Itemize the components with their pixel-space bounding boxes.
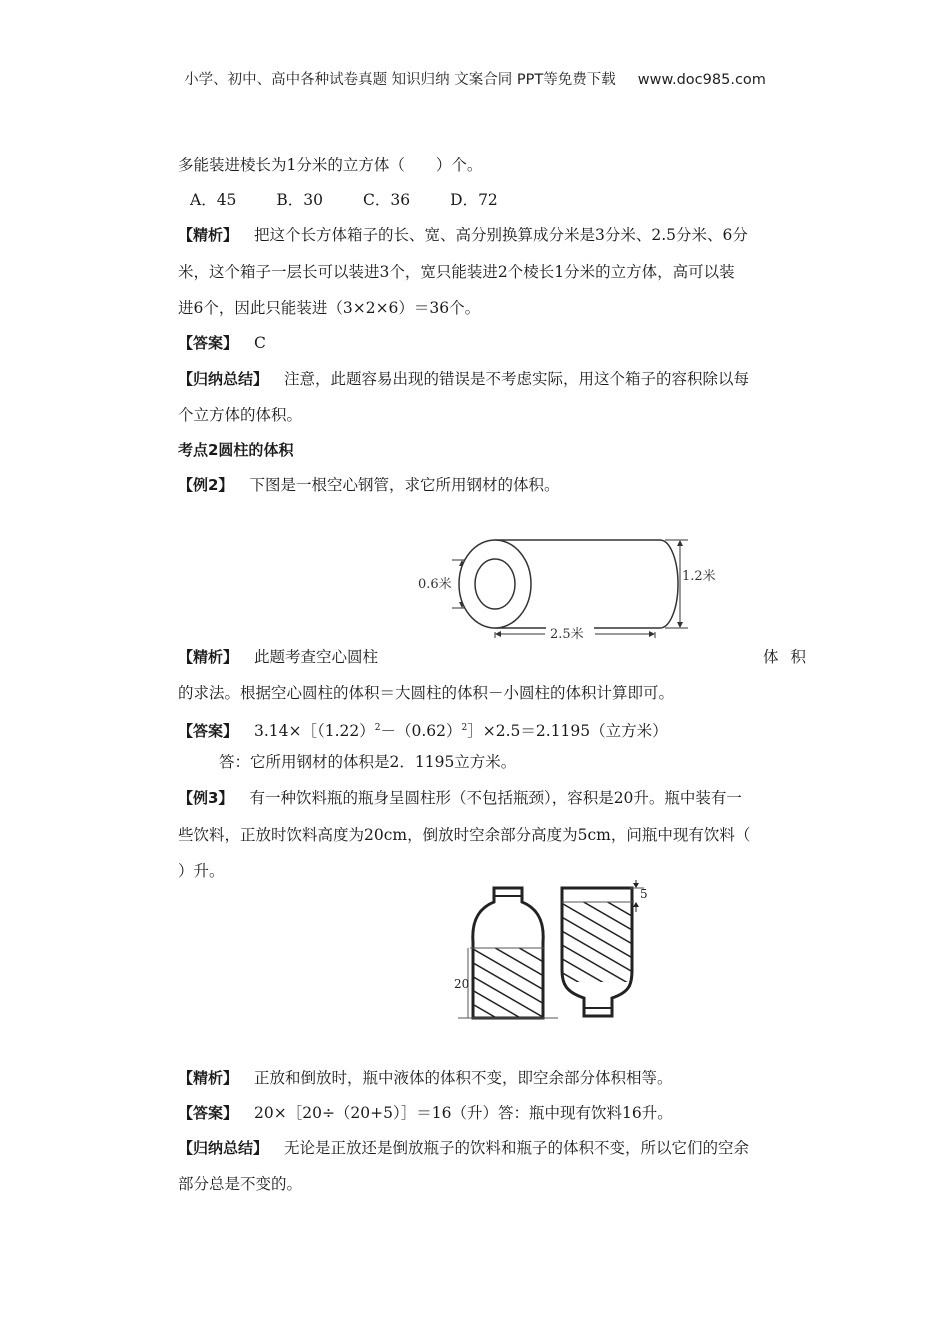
q1-summary-line-1: 【归纳总结】 注意，此题容易出现的错误是不考虑实际，用这个箱子的容积除以每 xyxy=(178,370,750,388)
ex2-answer: 【答案】 $3.14\times[(1.22)^2-(0.62)^2]\times 2.5=2.1195$（立方米） xyxy=(178,722,668,741)
summary-tag: 【归纳总结】 xyxy=(178,1139,269,1157)
bottle-figure xyxy=(448,880,658,1025)
option-a: A．45 xyxy=(190,191,237,209)
q1-stem: 多能装进棱长为1分米的立方体（ ）个。 xyxy=(178,156,483,174)
header-site-link[interactable]: www.doc985.com xyxy=(637,72,766,88)
q1-analysis-line-1: 【精析】 把这个长方体箱子的长、宽、高分别换算成分米是3分米、2.5分米、6分 xyxy=(178,226,748,244)
inverted-gap-label: 5 xyxy=(640,887,648,901)
answer-tag: 【答案】 xyxy=(178,1104,239,1122)
q1-analysis-line-2: 米，这个箱子一层长可以装进3个，宽只能装进2个棱长1分米的立方体，高可以装 xyxy=(178,263,735,281)
q1-options xyxy=(190,190,498,210)
ex3-summary-line-2: 部分总是不变的。 xyxy=(178,1175,303,1193)
example-tag: 【例3】 xyxy=(178,789,234,807)
ex3-answer: 【答案】 20×［20÷（20+5）］＝16（升）答：瓶中现有饮料16升。 xyxy=(178,1104,673,1122)
analysis-tag: 【精析】 xyxy=(178,648,239,666)
option-d: D．72 xyxy=(450,191,498,209)
ex3-analysis: 【精析】 正放和倒放时，瓶中液体的体积不变，即空余部分体积相等。 xyxy=(178,1069,673,1087)
q1-analysis-line-3: 进6个，因此只能装进（3×2×6）＝36个。 xyxy=(178,299,481,317)
ex3-line-3: ）升。 xyxy=(178,862,225,880)
ex3-line-2: 些饮料，正放时饮料高度为20cm，倒放时空余部分高度为5cm，问瓶中现有饮料（ xyxy=(178,826,751,844)
q1-summary-line-2: 个立方体的体积。 xyxy=(178,406,303,424)
hollow-pipe-figure xyxy=(410,528,740,640)
ex2-stem: 【例2】 下图是一根空心钢管，求它所用钢材的体积。 xyxy=(178,476,560,494)
ex2-answer-reply: 答：它所用钢材的体积是2．1195立方米。 xyxy=(219,753,517,771)
inner-diameter-label: 0.6米 xyxy=(418,577,452,592)
upright-height-label: 20 xyxy=(454,977,470,991)
analysis-tag: 【精析】 xyxy=(178,226,239,244)
ex2-analysis-right-word: 体积 xyxy=(763,648,819,666)
ex3-summary-line-1: 【归纳总结】 无论是正放还是倒放瓶子的饮料和瓶子的体积不变，所以它们的空余 xyxy=(178,1139,750,1157)
example-tag: 【例2】 xyxy=(178,476,234,494)
outer-diameter-label: 1.2米 xyxy=(682,569,716,584)
length-label: 2.5米 xyxy=(550,627,584,640)
page-header xyxy=(0,68,950,89)
q1-answer xyxy=(178,333,266,353)
option-c: C．36 xyxy=(363,191,411,209)
ex2-analysis-line-2: 的求法。根据空心圆柱的体积＝大圆柱的体积－小圆柱的体积计算即可。 xyxy=(178,684,675,702)
answer-tag: 【答案】 xyxy=(178,722,239,741)
answer-value: C xyxy=(254,334,266,352)
ex2-analysis-line-1: 【精析】 此题考查空心圆柱 xyxy=(178,648,379,666)
header-text: 小学、初中、高中各种试卷真题 知识归纳 文案合同 PPT等免费下载 xyxy=(184,72,616,88)
option-b: B．30 xyxy=(276,191,324,209)
analysis-tag: 【精析】 xyxy=(178,1069,239,1087)
summary-tag: 【归纳总结】 xyxy=(178,370,269,388)
section-title: 考点2圆柱的体积 xyxy=(178,441,294,459)
answer-tag: 【答案】 xyxy=(178,334,239,352)
ex3-line-1: 【例3】 有一种饮料瓶的瓶身呈圆柱形（不包括瓶颈），容积是20升。瓶中装有一 xyxy=(178,789,742,807)
